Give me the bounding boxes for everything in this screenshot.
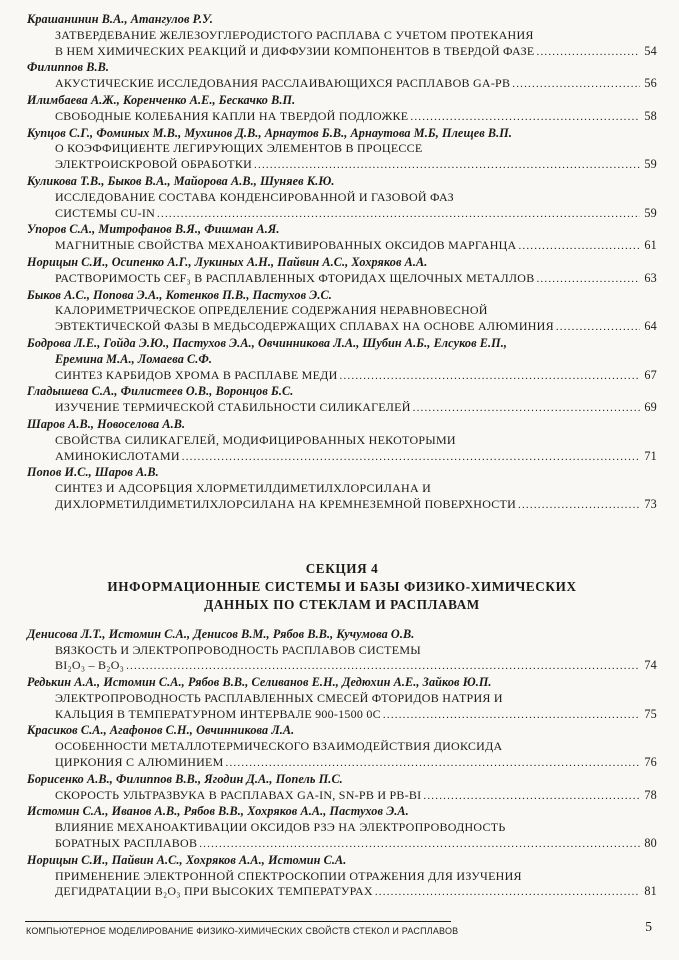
dot-leader xyxy=(536,271,640,288)
entry-title-line: СВОЙСТВА СИЛИКАГЕЛЕЙ, МОДИФИЦИРОВАННЫХ НЕКОТОРЫМИ xyxy=(55,432,456,447)
section-header-line-1: СЕКЦИЯ 4 xyxy=(305,560,379,576)
entry-authors: Красиков С.А., Агафонов С.Н., Овчинникова Л.А. xyxy=(27,723,295,738)
entry-authors-continued: Еремина М.А., Ломаева С.Ф. xyxy=(55,351,213,366)
entry-page-number: 56 xyxy=(644,76,657,91)
dot-leader xyxy=(383,707,640,724)
entry-title-row xyxy=(55,497,657,514)
entry-authors: Купцов С.Г., Фоминых М.В., Мухинов Д.В., Арнаутов Б.В., Арнаутова М.Б, Плещев В.П. xyxy=(27,125,512,140)
toc-entry xyxy=(27,417,657,465)
dot-leader xyxy=(226,755,641,772)
entry-authors: Истомин С.А., Иванов А.В., Рябов В.В., Хохряков А.А., Пастухов Э.А. xyxy=(27,804,409,819)
entry-authors: Шаров А.В., Новоселова А.В. xyxy=(27,416,186,431)
entry-authors: Куликова Т.В., Быков В.А., Майорова А.В., Шуняев К.Ю. xyxy=(27,173,335,188)
entry-title-text: РАСТВОРИМОСТЬ CEF₃ В РАСПЛАВЛЕННЫХ ФТОРИДАХ ЩЕЛОЧНЫХ МЕТАЛЛОВ xyxy=(55,270,535,285)
footer-rule xyxy=(25,921,451,922)
entry-title-text: ЭВТЕКТИЧЕСКОЙ ФАЗЫ В МЕДЬСОДЕРЖАЩИХ СПЛАВАХ НА ОСНОВЕ АЛЮМИНИЯ xyxy=(55,319,554,334)
entry-title-line: О КОЭФФИЦИЕНТЕ ЛЕГИРУЮЩИХ ЭЛЕМЕНТОВ В ПРОЦЕССЕ xyxy=(55,141,423,156)
entry-title-row xyxy=(55,449,657,466)
entry-title-text: СИНТЕЗ КАРБИДОВ ХРОМА В РАСПЛАВЕ МЕДИ xyxy=(55,367,338,382)
entry-authors: Филиппов В.В. xyxy=(27,60,109,75)
entry-title-line: КАЛОРИМЕТРИЧЕСКОЕ ОПРЕДЕЛЕНИЕ СОДЕРЖАНИЯ НЕРАВНОВЕСНОЙ xyxy=(55,303,488,318)
toc-entry xyxy=(27,222,657,255)
entry-authors: Норицын С.И., Осипенко А.Г., Лукиных А.Н., Пайвин А.С., Хохряков А.А. xyxy=(27,254,428,269)
section-header-line-3: ДАННЫХ ПО СТЕКЛАМ И РАСПЛАВАМ xyxy=(204,596,480,612)
toc-page-content xyxy=(27,12,657,901)
entry-title-row xyxy=(55,206,657,223)
entry-title-text: АКУСТИЧЕСКИЕ ИССЛЕДОВАНИЯ РАССЛАИВАЮЩИХСЯ РАСПЛАВОВ GA-PB xyxy=(55,76,511,91)
entry-title-line: ВЯЗКОСТЬ И ЭЛЕКТРОПРОВОДНОСТЬ РАСПЛАВОВ СИСТЕМЫ xyxy=(55,642,421,657)
toc-entry xyxy=(27,675,657,723)
toc-entry xyxy=(27,12,657,60)
entry-title-row xyxy=(55,884,657,901)
entry-title-row xyxy=(55,157,657,174)
entry-title-text: ЭЛЕКТРОИСКРОВОЙ ОБРАБОТКИ xyxy=(55,157,253,172)
entry-title-row xyxy=(55,658,657,675)
dot-leader xyxy=(423,788,640,805)
entry-title-text: МАГНИТНЫЕ СВОЙСТВА МЕХАНОАКТИВИРОВАННЫХ ОКСИДОВ МАРГАНЦА xyxy=(55,238,517,253)
entry-title-row xyxy=(55,707,657,724)
section-header xyxy=(27,560,657,614)
running-title: КОМПЬЮТЕРНОЕ МОДЕЛИРОВАНИЕ ФИЗИКО-ХИМИЧЕСКИХ СВОЙСТВ СТЕКОЛ И РАСПЛАВОВ xyxy=(26,926,459,936)
dot-leader xyxy=(126,658,640,675)
entry-title-row xyxy=(55,44,657,61)
toc-entry xyxy=(27,93,657,126)
entry-authors: Илимбаева А.Ж., Коренченко А.Е., Бескачко В.П. xyxy=(27,92,296,107)
entry-title-text: В НЕМ ХИМИЧЕСКИХ РЕАКЦИЙ И ДИФФУЗИИ КОМПОНЕНТОВ В ТВЕРДОЙ ФАЗЕ xyxy=(55,43,535,58)
toc-entry xyxy=(27,804,657,852)
entry-authors: Норицын С.И., Пайвин А.С., Хохряков А.А., Истомин С.А. xyxy=(27,852,347,867)
entry-authors: Быков А.С., Попова Э.А., Котенков П.В., Пастухов Э.С. xyxy=(27,287,332,302)
dot-leader xyxy=(410,109,640,126)
entry-authors: Редькин А.А., Истомин С.А., Рябов В.В., Селиванов Е.Н., Дедюхин А.Е., Зайков Ю.П. xyxy=(27,675,492,690)
entry-title-row xyxy=(55,319,657,336)
entry-page-number: 71 xyxy=(644,448,657,463)
entry-page-number: 81 xyxy=(644,884,657,899)
dot-leader xyxy=(512,76,640,93)
toc-entry xyxy=(27,174,657,222)
entry-title-row xyxy=(55,109,657,126)
dot-leader xyxy=(199,836,640,853)
entry-title-row xyxy=(55,368,657,385)
entry-title-line: ПРИМЕНЕНИЕ ЭЛЕКТРОННОЙ СПЕКТРОСКОПИИ ОТРАЖЕНИЯ ДЛЯ ИЗУЧЕНИЯ xyxy=(55,868,522,883)
entry-authors: Крашанинин В.А., Атангулов Р.У. xyxy=(27,12,214,26)
entry-title-text: СИСТЕМЫ CU-IN xyxy=(55,205,156,220)
dot-leader xyxy=(537,44,641,61)
entry-page-number: 75 xyxy=(644,706,657,721)
entry-page-number: 80 xyxy=(644,836,657,851)
entry-page-number: 67 xyxy=(644,367,657,382)
entry-page-number: 61 xyxy=(644,238,657,253)
entry-title-text: СВОБОДНЫЕ КОЛЕБАНИЯ КАПЛИ НА ТВЕРДОЙ ПОДЛОЖКЕ xyxy=(55,108,409,123)
entry-title-text: ДЕГИДРАТАЦИИ B₂O₃ ПРИ ВЫСОКИХ ТЕМПЕРАТУРАХ xyxy=(55,884,373,899)
toc-entry xyxy=(27,853,657,901)
entry-title-text: ЦИРКОНИЯ С АЛЮМИНИЕМ xyxy=(55,755,224,770)
entry-title-text: ДИХЛОРМЕТИЛДИМЕТИЛХЛОРСИЛАНА НА КРЕМНЕЗЕМНОЙ ПОВЕРХНОСТИ xyxy=(55,496,517,511)
entry-title-text: КАЛЬЦИЯ В ТЕМПЕРАТУРНОМ ИНТЕРВАЛЕ 900-1500 0С xyxy=(55,706,381,721)
entry-title-line: СИНТЕЗ И АДСОРБЦИЯ ХЛОРМЕТИЛДИМЕТИЛХЛОРСИЛАНА И xyxy=(55,481,432,496)
dot-leader xyxy=(254,157,640,174)
entry-title-line: ЭЛЕКТРОПРОВОДНОСТЬ РАСПЛАВЛЕННЫХ СМЕСЕЙ ФТОРИДОВ НАТРИЯ И xyxy=(55,690,503,705)
entry-title-row xyxy=(55,271,657,288)
dot-leader xyxy=(157,206,640,223)
toc-entry xyxy=(27,288,657,336)
dot-leader xyxy=(340,368,641,385)
entry-title-line: ВЛИЯНИЕ МЕХАНОАКТИВАЦИИ ОКСИДОВ РЗЭ НА ЭЛЕКТРОПРОВОДНОСТЬ xyxy=(55,820,506,835)
entry-page-number: 64 xyxy=(644,319,657,334)
dot-leader xyxy=(413,400,641,417)
entry-title-text: БОРАТНЫХ РАСПЛАВОВ xyxy=(55,836,198,851)
dot-leader xyxy=(518,238,640,255)
entry-title-line: ИССЛЕДОВАНИЕ СОСТАВА КОНДЕНСИРОВАННОЙ И ГАЗОВОЙ ФАЗ xyxy=(55,189,454,204)
entry-title-row xyxy=(55,788,657,805)
entry-page-number: 58 xyxy=(644,108,657,123)
entry-title-line: ОСОБЕННОСТИ МЕТАЛЛОТЕРМИЧЕСКОГО ВЗАИМОДЕЙСТВИЯ ДИОКСИДА xyxy=(55,739,503,754)
entry-page-number: 76 xyxy=(644,755,657,770)
entry-authors: Бодрова Л.Е., Гойда Э.Ю., Пастухов Э.А., Овчинникова Л.А., Шубин А.Б., Елсуков Е.П., xyxy=(27,335,508,350)
entry-page-number: 69 xyxy=(644,400,657,415)
entry-title-row xyxy=(55,238,657,255)
entry-page-number: 59 xyxy=(644,205,657,220)
entry-title-row xyxy=(55,755,657,772)
entry-title-text: АМИНОКИСЛОТАМИ xyxy=(55,448,180,463)
entry-title-row xyxy=(55,76,657,93)
entry-title-text: СКОРОСТЬ УЛЬТРАЗВУКА В РАСПЛАВАХ GA-IN, SN-PB И PB-BI xyxy=(55,787,422,802)
dot-leader xyxy=(375,884,640,901)
entry-page-number: 73 xyxy=(644,496,657,511)
toc-entry xyxy=(27,384,657,417)
entry-authors: Гладышева С.А., Филистеев О.В., Воронцов Б.С. xyxy=(27,384,294,399)
entry-authors: Денисова Л.Т., Истомин С.А., Денисов В.М., Рябов В.В., Кучумова О.В. xyxy=(27,626,415,641)
toc-entry xyxy=(27,723,657,771)
dot-leader xyxy=(182,449,641,466)
entry-page-number: 59 xyxy=(644,157,657,172)
toc-entry xyxy=(27,465,657,513)
entry-page-number: 63 xyxy=(644,270,657,285)
entry-title-line: ЗАТВЕРДЕВАНИЕ ЖЕЛЕЗОУГЛЕРОДИСТОГО РАСПЛАВА С УЧЕТОМ ПРОТЕКАНИЯ xyxy=(55,27,534,42)
toc-entry xyxy=(27,126,657,174)
entry-page-number: 78 xyxy=(644,787,657,802)
entry-authors: Попов И.С., Шаров А.В. xyxy=(27,465,159,480)
entry-page-number: 54 xyxy=(644,43,657,58)
entry-authors: Борисенко А.В., Филиппов В.В., Ягодин Д.А., Попель П.С. xyxy=(27,771,343,786)
entry-page-number: 74 xyxy=(644,658,657,673)
entry-title-text: BI₂O₃ – B₂O₃ xyxy=(55,658,125,673)
dot-leader xyxy=(556,319,640,336)
toc-entry xyxy=(27,627,657,675)
toc-entry xyxy=(27,255,657,288)
entry-title-row xyxy=(55,400,657,417)
toc-entry xyxy=(27,336,657,384)
toc-entry xyxy=(27,772,657,805)
toc-entry xyxy=(27,60,657,93)
section-header-line-2: ИНФОРМАЦИОННЫЕ СИСТЕМЫ И БАЗЫ ФИЗИКО-ХИМИЧЕСКИХ xyxy=(107,578,577,594)
page-number: 5 xyxy=(645,919,652,934)
entry-authors: Упоров С.А., Митрофанов В.Я., Фишман А.Я. xyxy=(27,222,280,237)
dot-leader xyxy=(518,497,640,514)
entry-title-row xyxy=(55,836,657,853)
entry-title-text: ИЗУЧЕНИЕ ТЕРМИЧЕСКОЙ СТАБИЛЬНОСТИ СИЛИКАГЕЛЕЙ xyxy=(55,400,411,415)
